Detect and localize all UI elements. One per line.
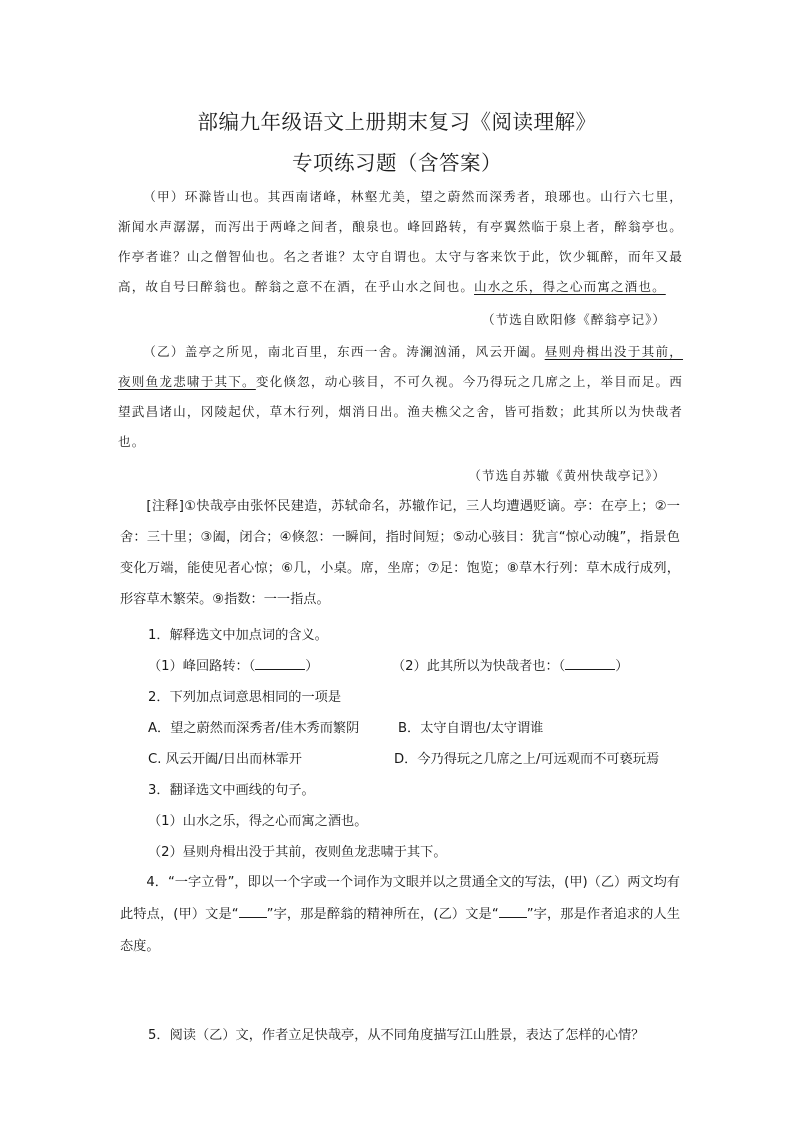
question-1-item-1	[148, 655, 318, 674]
passage-b	[118, 337, 683, 457]
question-3: 3．翻译选文中画线的句子。	[148, 783, 315, 798]
question-1-item-2	[392, 655, 628, 674]
annotation-notes	[120, 491, 680, 615]
q1-item-2-label: （2）此其所以为快哉者也：（	[392, 659, 566, 674]
q4-text-1: 4．“一字立骨”，即以一个字或一个词作为文眼并以之贯通全文的写法，(甲)（乙）两文均有此特点，(甲）文是“	[120, 875, 680, 922]
passage-b-source: （节选自苏辙《黄州快哉亭记》）	[468, 468, 666, 483]
q4-text-3: ”字，那是作者追求的人生态度。	[120, 907, 681, 954]
q2-option-c: C. 风云开阖/日出而林霏开	[148, 752, 302, 767]
question-5: 5．阅读（乙）文，作者立足快哉亭，从不同角度描写江山胜景，表达了怎样的心情？	[148, 1028, 645, 1043]
q2-option-b: B．太守自谓也/太守谓谁	[398, 721, 544, 736]
q4-blank-a[interactable]	[239, 905, 267, 918]
question-1: 1．解释选文中加点词的含义。	[148, 628, 328, 643]
passage-b-text-before: （乙）盖亭之所见，南北百里，东西一舍。涛澜汹涌，风云开阖。	[143, 344, 545, 359]
q3-sentence-2: （2）昼则舟楫出没于其前，夜则鱼龙悲啸于其下。	[148, 845, 447, 860]
question-4	[120, 867, 680, 963]
q1-item-2-close: ）	[615, 659, 629, 674]
q1-item-1-answer-blank[interactable]	[255, 657, 305, 670]
page-subtitle: 专项练习题（含答案）	[292, 151, 502, 175]
q1-item-1-label: （1）峰回路转：（	[148, 659, 256, 674]
passage-a-underlined-sentence: 山水之乐，得之心而寓之酒也。	[474, 279, 666, 294]
notes-text: [注释]①快哉亭由张怀民建造，苏轼命名，苏辙作记，三人均遭遇贬谪。亭：在亭上；②一舍：三十里；③阖，闭合；④倏忽：一瞬间，指时间短；⑤动心骇目：犹言“惊心动魄”，指景色变化万端，能使见者心惊；⑥几，小桌。席，坐席；⑦足：饱览；⑧草木行列：草木成行成列，形容草木繁荣。⑨指数：一一指点。	[120, 499, 680, 607]
q3-sentence-1: （1）山水之乐，得之心而寓之酒也。	[148, 814, 368, 829]
q1-item-1-close: ）	[305, 659, 319, 674]
q2-option-a: A．望之蔚然而深秀者/佳木秀而繁阴	[148, 721, 360, 736]
page-title: 部编九年级语文上册期末复习《阅读理解》	[197, 110, 597, 134]
passage-a-text: （甲）环滁皆山也。其西南诸峰，林壑尤美，望之蔚然而深秀者，琅琊也。山行六七里，渐闻水声潺潺，而泻出于两峰之间者，酿泉也。峰回路转，有亭翼然临于泉上者，醉翁亭也。作亭者谁？山之僧智仙也。名之者谁？太守自谓也。太守与客来饮于此，饮少辄醉，而年又最高，故自号曰醉翁也。醉翁之意不在酒，在乎山水之间也。	[118, 189, 683, 294]
q4-blank-b[interactable]	[499, 905, 527, 918]
passage-a-source: （节选自欧阳修《醉翁亭记》）	[481, 312, 666, 327]
passage-b-text-after: 变化倏忽，动心骇目，不可久视。今乃得玩之几席之上，举目而足。西望武昌诸山，冈陵起伏，草木行列，烟消日出。渔夫樵父之舍，皆可指数；此其所以为快哉者也。	[118, 374, 683, 449]
passage-b-underlined-sentence: 昼则舟楫出没于其前，夜则鱼龙悲啸于其下。	[118, 344, 684, 389]
q2-option-d: D．今乃得玩之几席之上/可远观而不可亵玩焉	[394, 752, 660, 767]
q1-item-2-answer-blank[interactable]	[565, 657, 615, 670]
question-2: 2．下列加点词意思相同的一项是	[148, 690, 342, 705]
passage-a	[118, 182, 683, 302]
q4-text-2: ”字，那是醉翁的精神所在，(乙）文是“	[266, 907, 499, 922]
